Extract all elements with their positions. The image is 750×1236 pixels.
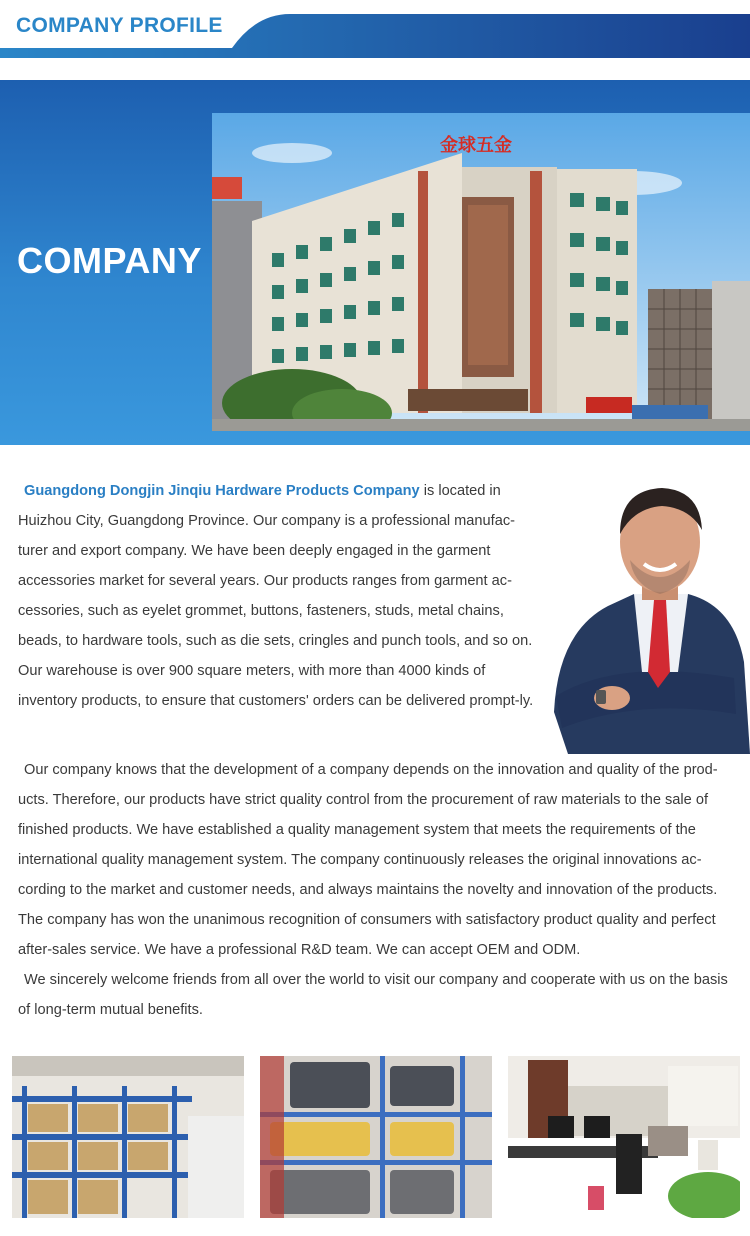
office-photo — [508, 1056, 740, 1218]
warehouse-shelves-photo — [12, 1056, 244, 1218]
section-title: COMPANY PROFILE — [16, 14, 223, 37]
businessman-photo — [538, 482, 750, 754]
product-storage-photo — [260, 1056, 492, 1218]
roof-sign-text: 金球五金 — [440, 135, 512, 156]
paragraph-welcome — [18, 965, 740, 1025]
paragraph-welcome-text: We sincerely welcome friends from all over the world to visit our company and cooperate with us on the basis of long-term mutual benefits. — [18, 972, 728, 1018]
hero-title: COMPANY — [17, 240, 202, 281]
intro-paragraph — [18, 476, 538, 716]
paragraph-quality-text: Our company knows that the development of a company depends on the innovation and quality of the prod-ucts. Therefore, our products have strict quality control from the procurement of raw materials to the sale of finished products. We have established a quality management system that meets the requirements of the international quality management system. The company continuously releases the original innovations ac-cording to the market and customer needs, and always maintains the novelty and innovation of the products. The company has won the unanimous recognition of consumers with satisfactory product quality and perfect after-sales service. We have a professional R&D team. We can accept OEM and ODM. — [18, 762, 718, 958]
intro-text: is located in Huizhou City, Guangdong Province. Our company is a professional manufac-turer and export company. We have been deeply engaged in the garment accessories market for several years. Our products ranges from garment ac-cessories, such as eyelet grommet, buttons, fasteners, studs, metal chains, beads, to hardware tools, such as die sets, cringles and punch tools, and so on. Our warehouse is over 900 square meters, with more than 4000 kinds of inventory products, to ensure that customers' orders can be delivered prompt-ly. — [18, 483, 534, 709]
company-name: Guangdong Dongjin Jinqiu Hardware Products Company — [24, 483, 420, 499]
paragraph-quality — [18, 755, 740, 965]
company-building-photo — [212, 113, 750, 431]
hero-banner — [0, 80, 750, 445]
company-description — [18, 755, 740, 1025]
header-band — [0, 0, 750, 62]
